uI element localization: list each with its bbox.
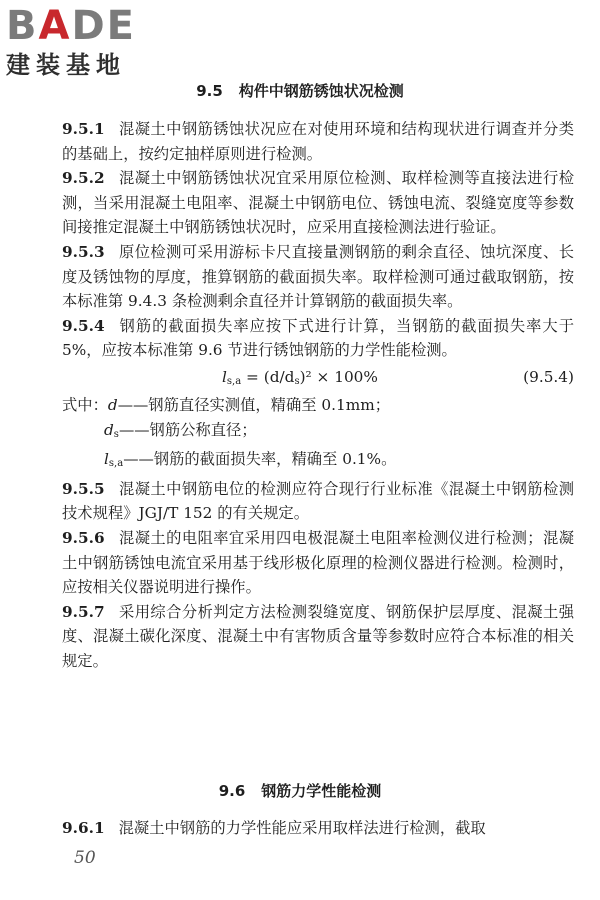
formula-expression: $l_{s,a} = (d/d_s)^2 \times 100\%$ — [222, 367, 378, 387]
variable-item: 式中：d——钢筋直径实测值，精确至 0.1mm； — [62, 395, 391, 414]
page-number: 50 — [74, 848, 96, 868]
section-heading-9-6: 9.6 钢筋力学性能检测 — [218, 782, 382, 800]
clause-9-5-2: 9.5.2 混凝土中钢筋锈蚀状况宜采用原位检测、取样检测等直接法进行检测，当采用混凝土电阻率、混凝土中钢筋电位、锈蚀电流、裂缝宽度等参数间接推定混凝土中钢筋锈蚀状况时，应采用直接检测法进行验证。 — [62, 169, 574, 237]
clause-9-5-4: 9.5.4 钢筋的截面损失率应按下式进行计算，当钢筋的截面损失率大于 5%，应按本标准第 9.6 节进行锈蚀钢筋的力学性能检测。 — [62, 316, 574, 360]
section-heading-9-5: 9.5 构件中钢筋锈蚀状况检测 — [196, 82, 404, 100]
clause-9-5-3: 9.5.3 原位检测可采用游标卡尺直接量测钢筋的剩余直径、蚀坑深度、长度及锈蚀物的厚度，推算钢筋的截面损失率。取样检测可通过截取钢筋，按本标准第 9.4.3 条检测剩余直径并计算钢筋的截面损失率。 — [62, 242, 574, 311]
clause-9-5-6: 9.5.6 混凝土的电阻率宜采用四电极混凝土电阻率检测仪进行检测；混凝土中钢筋锈蚀电流宜采用基于线形极化原理的检测仪器进行检测。检测时，应按相关仪器说明进行操作。 — [62, 528, 574, 597]
clause-9-5-5: 9.5.5 混凝土中钢筋电位的检测应符合现行行业标准《混凝土中钢筋检测技术规程》JGJ/T 152 的有关规定。 — [62, 479, 574, 523]
clause-9-6-1: 9.6.1 混凝土中钢筋的力学性能应采用取样法进行检测，截取 — [62, 819, 486, 837]
clause-9-5-7: 9.5.7 采用综合分析判定方法检测裂缝宽度、钢筋保护层厚度、混凝土强度、混凝土碳化深度、混凝土中有害物质含量等参数时应符合本标准的相关规定。 — [62, 602, 574, 670]
clause-9-5-1: 9.5.1 混凝土中钢筋锈蚀状况应在对使用环境和结构现状进行调查并分类的基础上，按约定抽样原则进行检测。 — [62, 120, 574, 163]
logo-subtitle: 建装基地 — [6, 51, 126, 79]
logo-wordmark: BADE — [6, 3, 136, 49]
variable-definitions — [62, 393, 574, 477]
variable-item: $l_{s,a}——$钢筋的截面损失率，精确至 0.1%。 — [104, 450, 397, 470]
formula-number: (9.5.4) — [523, 367, 574, 386]
section-body-9-6 — [62, 816, 574, 841]
variable-item: $d_s——$钢筋公称直径； — [104, 420, 257, 440]
formula-9-5-4 — [62, 365, 574, 393]
section-body-9-5 — [62, 117, 574, 673]
logo — [6, 4, 176, 84]
